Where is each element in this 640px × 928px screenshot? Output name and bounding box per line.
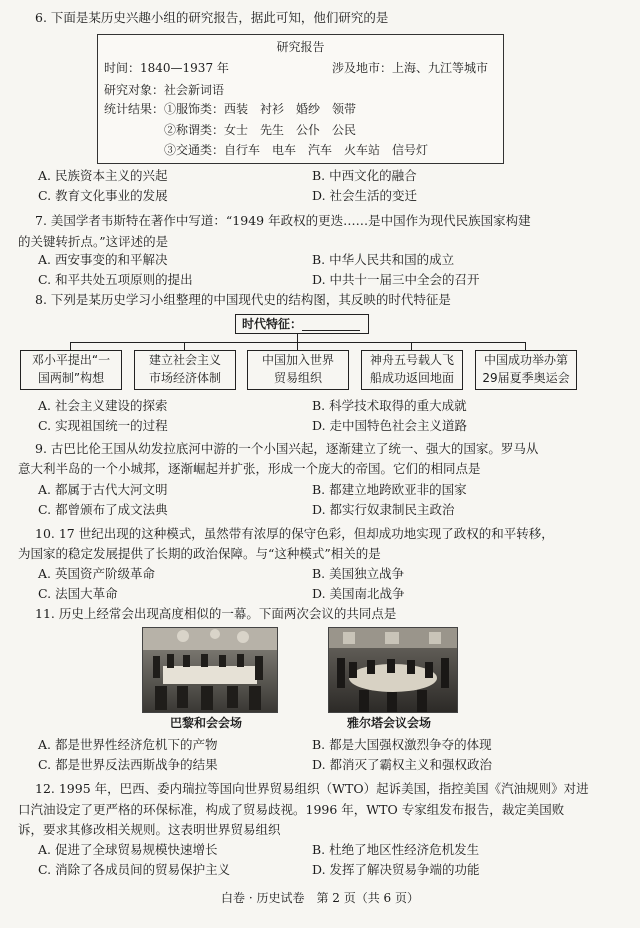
- event-box-text: 神舟五号载人飞: [369, 353, 454, 367]
- event-box-wto-accession: [247, 350, 349, 390]
- event-box-text: 邓小平提出“一: [31, 353, 111, 367]
- paris-photo-caption: 巴黎和会会场: [170, 716, 243, 730]
- q10-option-a[interactable]: A. 英国资产阶级革命: [38, 566, 155, 581]
- q7-stem-line1: 7. 美国学者韦斯特在著作中写道：“1949 年政权的更迭……是中国作为现代民族国家构建: [35, 213, 531, 228]
- event-box-text: 国两制”构想: [37, 371, 105, 385]
- diagram-drop-line: [411, 342, 412, 350]
- q8-option-a[interactable]: A. 社会主义建设的探索: [38, 398, 168, 413]
- q12-option-a[interactable]: A. 促进了全球贸易规模快速增长: [38, 842, 218, 857]
- q12-stem-line1: 12. 1995 年，巴西、委内瑞拉等国向世界贸易组织（WTO）起诉美国，指控美国《汽油规则》对进: [35, 781, 589, 796]
- q12-option-c[interactable]: C. 消除了各成员间的贸易保护主义: [38, 862, 231, 877]
- paris-peace-conference-photo: [142, 627, 278, 713]
- q10-option-c[interactable]: C. 法国大革命: [38, 586, 118, 601]
- yalta-conference-photo: [328, 627, 458, 713]
- q6-option-d[interactable]: D. 社会生活的变迁: [312, 188, 418, 203]
- report-row-traffic: ③交通类：自行车 电车 汽车 火车站 信号灯: [164, 143, 429, 157]
- event-box-text: 贸易组织: [273, 371, 322, 385]
- event-box-market-economy: [134, 350, 236, 390]
- q9-stem-line2: 意大利半岛的一个小城邦，逐渐崛起并扩张，形成一个庞大的帝国。它们的相同点是: [18, 461, 481, 476]
- era-theme-box: [235, 314, 369, 334]
- q11-option-c[interactable]: C. 都是世界反法西斯战争的结果: [38, 757, 218, 772]
- report-row-clothing: ①服饰类：西装 衬衫 婚纱 领带: [164, 102, 357, 116]
- report-row-titles: ②称谓类：女士 先生 公仆 公民: [164, 123, 357, 137]
- q11-option-a[interactable]: A. 都是世界性经济危机下的产物: [38, 737, 218, 752]
- q9-option-d[interactable]: D. 都实行奴隶制民主政治: [312, 502, 455, 517]
- q8-option-b[interactable]: B. 科学技术取得的重大成就: [312, 398, 467, 413]
- q9-option-a[interactable]: A. 都属于古代大河文明: [38, 482, 168, 497]
- report-time: 时间：1840—1937 年: [104, 61, 229, 75]
- research-report-box: [97, 34, 504, 164]
- q9-stem-line1: 9. 古巴比伦王国从幼发拉底河中游的一个小国兴起，逐渐建立了统一、强大的国家。罗马从: [35, 441, 539, 456]
- diagram-drop-line: [70, 342, 71, 350]
- q6-option-c[interactable]: C. 教育文化事业的发展: [38, 188, 168, 203]
- q7-stem-line2: 的关键转折点。”这评述的是: [18, 234, 169, 249]
- q8-stem: 8. 下列是某历史学习小组整理的中国现代史的结构图，其反映的时代特征是: [35, 292, 451, 307]
- diagram-trunk-line: [297, 334, 298, 342]
- event-box-text: 船成功返回地面: [369, 371, 454, 385]
- event-box-olympics: [475, 350, 577, 390]
- event-box-text: 市场经济体制: [148, 371, 221, 385]
- q10-stem-line2: 为国家的稳定发展提供了长期的政治保障。与“这种模式”相关的是: [18, 546, 381, 561]
- q6-option-a[interactable]: A. 民族资本主义的兴起: [38, 168, 168, 183]
- diagram-drop-line: [525, 342, 526, 350]
- q12-stem-line3: 诉，要求其修改相关规则。这表明世界贸易组织: [18, 822, 281, 837]
- page-footer: 白卷 · 历史试卷 第 2 页（共 6 页）: [221, 891, 419, 905]
- event-box-one-country-two-systems: [20, 350, 122, 390]
- event-box-text: 建立社会主义: [148, 353, 221, 367]
- report-result-label: 统计结果：: [104, 102, 165, 116]
- event-box-text: 29届夏季奥运会: [482, 371, 570, 385]
- diagram-drop-line: [297, 342, 298, 350]
- event-box-text: 中国加入世界: [261, 353, 334, 367]
- q12-option-b[interactable]: B. 杜绝了地区性经济危机发生: [312, 842, 480, 857]
- q12-stem-line2: 口汽油设定了更严格的环保标准，构成了贸易歧视。1996 年，WTO 专家组发布报告，裁定美国败: [18, 802, 565, 817]
- q7-option-c[interactable]: C. 和平共处五项原则的提出: [38, 272, 193, 287]
- q10-stem-line1: 10. 17 世纪出现的这种模式，虽然带有浓厚的保守色彩，但却成功地实现了政权的和平转移，: [35, 526, 554, 541]
- diagram-drop-line: [184, 342, 185, 350]
- q11-stem: 11. 历史上经常会出现高度相似的一幕。下面两次会议的共同点是: [35, 606, 397, 621]
- q9-option-c[interactable]: C. 都曾颁布了成文法典: [38, 502, 168, 517]
- era-theme-label: 时代特征：: [242, 317, 303, 331]
- q10-option-b[interactable]: B. 美国独立战争: [312, 566, 405, 581]
- q8-option-c[interactable]: C. 实现祖国统一的过程: [38, 418, 168, 433]
- report-title: 研究报告: [276, 40, 325, 54]
- q7-option-b[interactable]: B. 中华人民共和国的成立: [312, 252, 455, 267]
- q11-option-d[interactable]: D. 都消灭了霸权主义和强权政治: [312, 757, 493, 772]
- q8-option-d[interactable]: D. 走中国特色社会主义道路: [312, 418, 468, 433]
- report-object: 研究对象：社会新词语: [104, 83, 225, 97]
- q6-stem: 6. 下面是某历史兴趣小组的研究报告，据此可知，他们研究的是: [35, 10, 389, 25]
- q12-option-d[interactable]: D. 发挥了解决贸易争端的功能: [312, 862, 480, 877]
- yalta-photo-caption: 雅尔塔会议会场: [347, 716, 432, 730]
- report-place: 涉及地市：上海、九江等城市: [332, 61, 489, 75]
- event-box-text: 中国成功举办第: [483, 353, 568, 367]
- q6-option-b[interactable]: B. 中西文化的融合: [312, 168, 417, 183]
- q7-option-a[interactable]: A. 西安事变的和平解决: [38, 252, 168, 267]
- q10-option-d[interactable]: D. 美国南北战争: [312, 586, 405, 601]
- event-box-shenzhou-five: [361, 350, 463, 390]
- q11-option-b[interactable]: B. 都是大国强权激烈争夺的体现: [312, 737, 492, 752]
- q9-option-b[interactable]: B. 都建立地跨欧亚非的国家: [312, 482, 467, 497]
- era-theme-blank: [302, 318, 360, 331]
- q7-option-d[interactable]: D. 中共十一届三中全会的召开: [312, 272, 480, 287]
